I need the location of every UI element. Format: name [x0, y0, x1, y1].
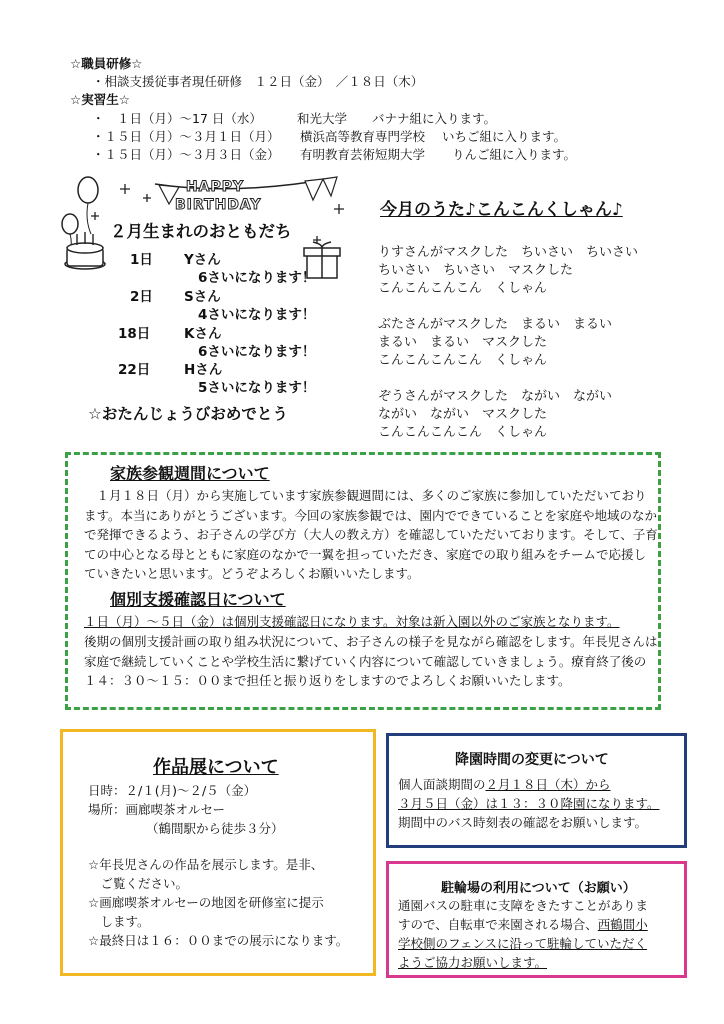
training-item: ・相談支援従事者現任研修 １２日（金） ／１８日（木）: [92, 74, 424, 89]
bicycle-heading: 駐輪場の利用について（お願い）: [441, 881, 636, 896]
song-line: こんこんこんこん くしゃん: [378, 425, 548, 440]
intern-date: ・１５日（月）～３月１日（月）: [92, 129, 280, 144]
exhibition-place: 場所：画廊喫茶オルセー: [88, 802, 226, 817]
intern-group: りんご組に入ります。: [452, 147, 577, 162]
exhibition-heading: 作品展について: [153, 757, 279, 778]
song-line: ぞうさんがマスクした ながい ながい: [378, 389, 613, 404]
bicycle-text-underlined: ようご協力お願いします。: [398, 955, 548, 970]
birthday-day: 22日: [118, 362, 151, 378]
birthday-name: Sさん: [184, 289, 221, 305]
birthday-day: 18日: [118, 326, 151, 342]
pickup-change-text: 個人面談期間の: [398, 777, 486, 792]
pickup-change-date: ３月５日（金）は１３：３０降園になります。: [398, 796, 660, 811]
birthday-age: 5さいになります！: [198, 380, 316, 396]
intern-group: いちご組に入ります。: [442, 129, 567, 144]
birthday-name: Hさん: [184, 362, 223, 378]
exhibition-note: ご覧ください。: [88, 876, 189, 891]
pickup-change-heading: 降園時間の変更について: [455, 752, 609, 768]
family-week-heading: 家族参観週間について: [110, 464, 270, 483]
intern-school: 有明教育芸術短期大学: [300, 147, 426, 162]
pickup-change-line: [398, 776, 611, 794]
song-line: ちいさい ちいさい マスクした: [378, 263, 574, 278]
exhibition-note: ☆画廊喫茶オルセーの地図を研修室に提示: [88, 895, 324, 910]
bicycle-line: [398, 916, 648, 934]
exhibition-note: します。: [88, 914, 150, 929]
birthday-day: 2日: [130, 289, 153, 305]
pickup-change-date: ２月１８日（木）から: [485, 777, 611, 792]
song-line: ながい ながい マスクした: [378, 407, 548, 422]
exhibition-access: （鶴間駅から徒歩３分）: [146, 821, 284, 836]
birthday-title: ２月生まれのおともだち: [110, 222, 292, 241]
birthday-age: 6さいになります！: [198, 344, 316, 360]
intern-group: バナナ組に入ります。: [372, 111, 497, 126]
pickup-change-text: 期間中のバス時刻表の確認をお願いします。: [398, 815, 648, 830]
birthday-age: 4さいになります！: [198, 307, 316, 323]
support-check-body: 後期の個別支援計画の取り組み状況について、お子さんの様子を見ながら確認をします。年長児さんは家庭で継続していくことや学校生活に繋げていく内容について確認していきましょう。療育終了後の１４：３０～１５：００まで担任と振り返りをしますのでよろしくお願いいたします。: [84, 634, 658, 688]
bicycle-text-underlined: 学校側のフェンスに沿って駐輪していただく: [398, 936, 648, 951]
exhibition-note: ☆年長児さんの作品を展示します。是非、: [88, 857, 324, 872]
song-line: まるい まるい マスクした: [378, 335, 548, 350]
intern-date: ・ １日（月）～17 日（水）: [92, 111, 262, 126]
intern-date: ・１５日（月）～３月３日（金）: [92, 147, 280, 162]
support-check-heading: 個別支援確認日について: [110, 590, 286, 609]
song-line: ぶたさんがマスクした まるい まるい: [378, 317, 613, 332]
exhibition-date: 日時：２/１(月)～２/５（金）: [88, 783, 257, 798]
bicycle-text-underlined: 西鶴間小: [597, 917, 648, 932]
birthday-day: 1日: [130, 252, 153, 268]
bicycle-text: 通園バスの駐車に支障をきたすことがありま: [398, 898, 649, 913]
training-heading: ☆職員研修☆: [70, 56, 143, 71]
bicycle-text: すので、自転車で来園される場合、: [398, 917, 598, 932]
intern-school: 和光大学: [297, 111, 348, 126]
birthday-closing: ☆おたんじょうびおめでとう: [88, 405, 288, 423]
birthday-name: Yさん: [184, 252, 221, 268]
song-line: りすさんがマスクした ちいさい ちいさい: [378, 245, 639, 260]
song-title: 今月のうた♪こんこんくしゃん♪: [380, 200, 623, 220]
birthday-name: Kさん: [184, 326, 222, 342]
family-week-body: １月１８日（月）から実施しています家族参観週間には、多くのご家族に参加していただいております。本当にありがとうございます。今回の家族参観では、園内でできていることを家庭や地域のなかで発揮できるよう、お子さんの学び方（大人の教え方）を確認していただいております。そして、子育ての中心となる母とともに家庭のなかで一翼を担っていただき、家庭での取り組みをチームで応援していきたいと思います。どうぞよろしくお願いいたします。: [84, 488, 658, 581]
intern-school: 横浜高等教育専門学校: [300, 129, 426, 144]
song-line: こんこんこんこん くしゃん: [378, 281, 548, 296]
birthday-banner: HAPPY BIRTHDAY: [175, 179, 262, 213]
song-line: こんこんこんこん くしゃん: [378, 353, 548, 368]
support-check-lead: １日（月）～５日（金）は個別支援確認日になります。対象は新入園以外のご家族となります。: [84, 614, 620, 629]
birthday-age: 6さいになります！: [198, 270, 316, 286]
interns-heading: ☆実習生☆: [70, 92, 130, 107]
exhibition-note: ☆最終日は１６：００までの展示になります。: [88, 933, 349, 948]
